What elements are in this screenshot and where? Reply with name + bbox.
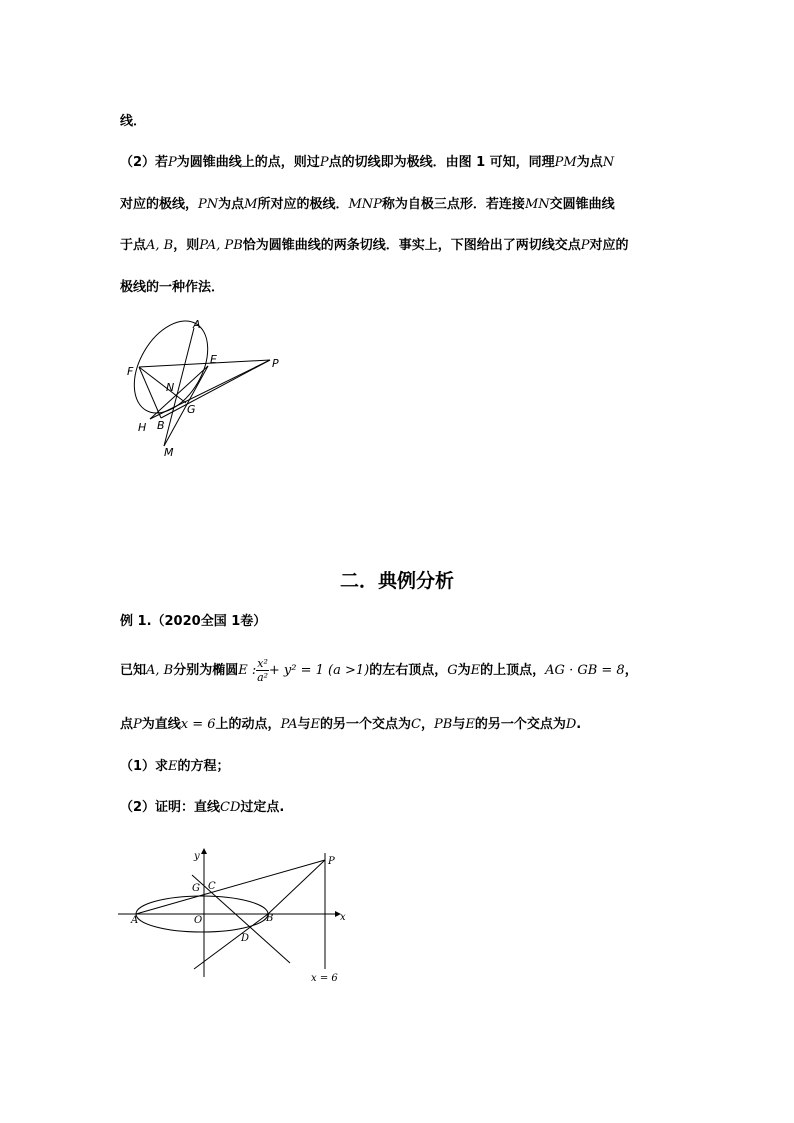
line-GD [194, 914, 268, 969]
text: （2）若 [120, 155, 169, 170]
text: 的另一个交点为 [474, 717, 566, 732]
text: ，则 [173, 238, 200, 253]
text-line-5 [120, 276, 224, 295]
text: 于点 [120, 238, 147, 253]
math: MN [524, 197, 550, 212]
text: 称为自极三点形．若连接 [381, 197, 525, 212]
label-x: x [340, 912, 346, 923]
text: 上的动点， [215, 717, 281, 732]
text: 恰为圆锥曲线的两条切线．事实上，下图给出了两切线交点 [242, 238, 581, 253]
label-N: N [166, 381, 175, 394]
label-A: A [131, 915, 139, 926]
math: G [447, 663, 458, 678]
text: 分别为椭圆 [173, 663, 239, 678]
math: M [244, 197, 258, 212]
label-O: O [194, 915, 203, 926]
text: ， [421, 717, 435, 732]
text: 过定点. [240, 800, 285, 815]
dot-product: AG · GB = 8 [545, 663, 625, 678]
label-x-equals-6: x = 6 [311, 973, 338, 984]
question-line-1 [120, 651, 638, 691]
text: 点的切线即为极线．由图 1 可知，同理 [328, 155, 555, 170]
math: PA [280, 717, 298, 732]
text: 极线的一种作法． [120, 280, 225, 295]
math: CD [220, 800, 241, 815]
text: 为 [457, 663, 471, 678]
math: C [411, 717, 421, 732]
math: MNP [348, 197, 382, 212]
math: x = 6 [180, 717, 216, 732]
label-y: y [194, 851, 200, 862]
math: A, B [146, 238, 174, 253]
text: 交圆锥曲线 [549, 197, 615, 212]
fraction-numerator: x² [257, 657, 268, 670]
math: E [470, 663, 481, 678]
text: 点 [120, 717, 134, 732]
line-CD [192, 875, 290, 963]
line-FB [139, 367, 161, 418]
question-line-2 [120, 713, 581, 732]
math: P [580, 238, 590, 253]
math: D [565, 717, 577, 732]
text-line-1 [120, 110, 146, 129]
text: 对应的极线， [120, 197, 199, 212]
fraction-denominator: a² [257, 671, 269, 684]
text: 例 1.（2020全国 1卷） [120, 614, 267, 629]
label-P: P [328, 856, 335, 867]
text: 的左右顶点， [369, 663, 448, 678]
label-A: A [193, 318, 201, 331]
line-FP [139, 360, 270, 367]
text: 的上顶点， [480, 663, 546, 678]
math: P [319, 155, 329, 170]
math: E [310, 717, 321, 732]
label-B: B [266, 913, 274, 924]
question-part-2 [120, 796, 284, 815]
polar-figure [120, 315, 290, 465]
math: P [168, 155, 177, 170]
text: 的方程； [177, 759, 230, 774]
text: （1）求 [120, 759, 169, 774]
line-EM [164, 366, 208, 446]
math: PN [198, 197, 219, 212]
math: N [602, 155, 615, 170]
label-H: H [138, 421, 147, 434]
text: 的另一个交点为 [320, 717, 412, 732]
text: 与 [452, 717, 466, 732]
text-line-3 [120, 193, 615, 212]
text: （2）证明：直线 [120, 800, 221, 815]
math: PM [554, 155, 577, 170]
text: 为点 [218, 197, 245, 212]
text: 为圆锥曲线上的点，则过 [176, 155, 320, 170]
text: 对应的 [589, 238, 629, 253]
label-M: M [164, 446, 174, 459]
text: 线． [120, 114, 147, 129]
fraction [256, 657, 269, 684]
math: + y² = 1 (a >1) [268, 663, 370, 678]
text: 与 [297, 717, 311, 732]
text: ， [624, 663, 638, 678]
math: P [133, 717, 142, 732]
label-B: B [157, 419, 165, 432]
label-F: F [127, 365, 134, 378]
label-C: C [208, 881, 216, 892]
math: E [465, 717, 475, 732]
text-line-4 [120, 234, 629, 253]
text: 为直线 [141, 717, 181, 732]
ellipse-figure [118, 845, 358, 985]
line-BP [161, 360, 270, 418]
math: E [168, 759, 178, 774]
label-E: E [210, 353, 217, 366]
label-G: G [192, 883, 200, 894]
question-part-1 [120, 755, 230, 774]
text: 所对应的极线． [257, 197, 349, 212]
line-HE [150, 366, 208, 419]
line-FG [139, 367, 186, 403]
math: PA, PB [199, 238, 243, 253]
example-title [120, 610, 266, 629]
math: A, B [146, 663, 174, 678]
text-line-2 [120, 151, 614, 170]
label-D: D [241, 933, 250, 944]
math: E : [238, 663, 257, 678]
label-P: P [272, 357, 279, 370]
section-heading: 二．典例分析 [339, 570, 454, 592]
label-G: G [187, 403, 196, 416]
math: PB [434, 717, 453, 732]
text: . [576, 717, 582, 732]
text: 已知 [120, 663, 147, 678]
text: 为点 [576, 155, 603, 170]
